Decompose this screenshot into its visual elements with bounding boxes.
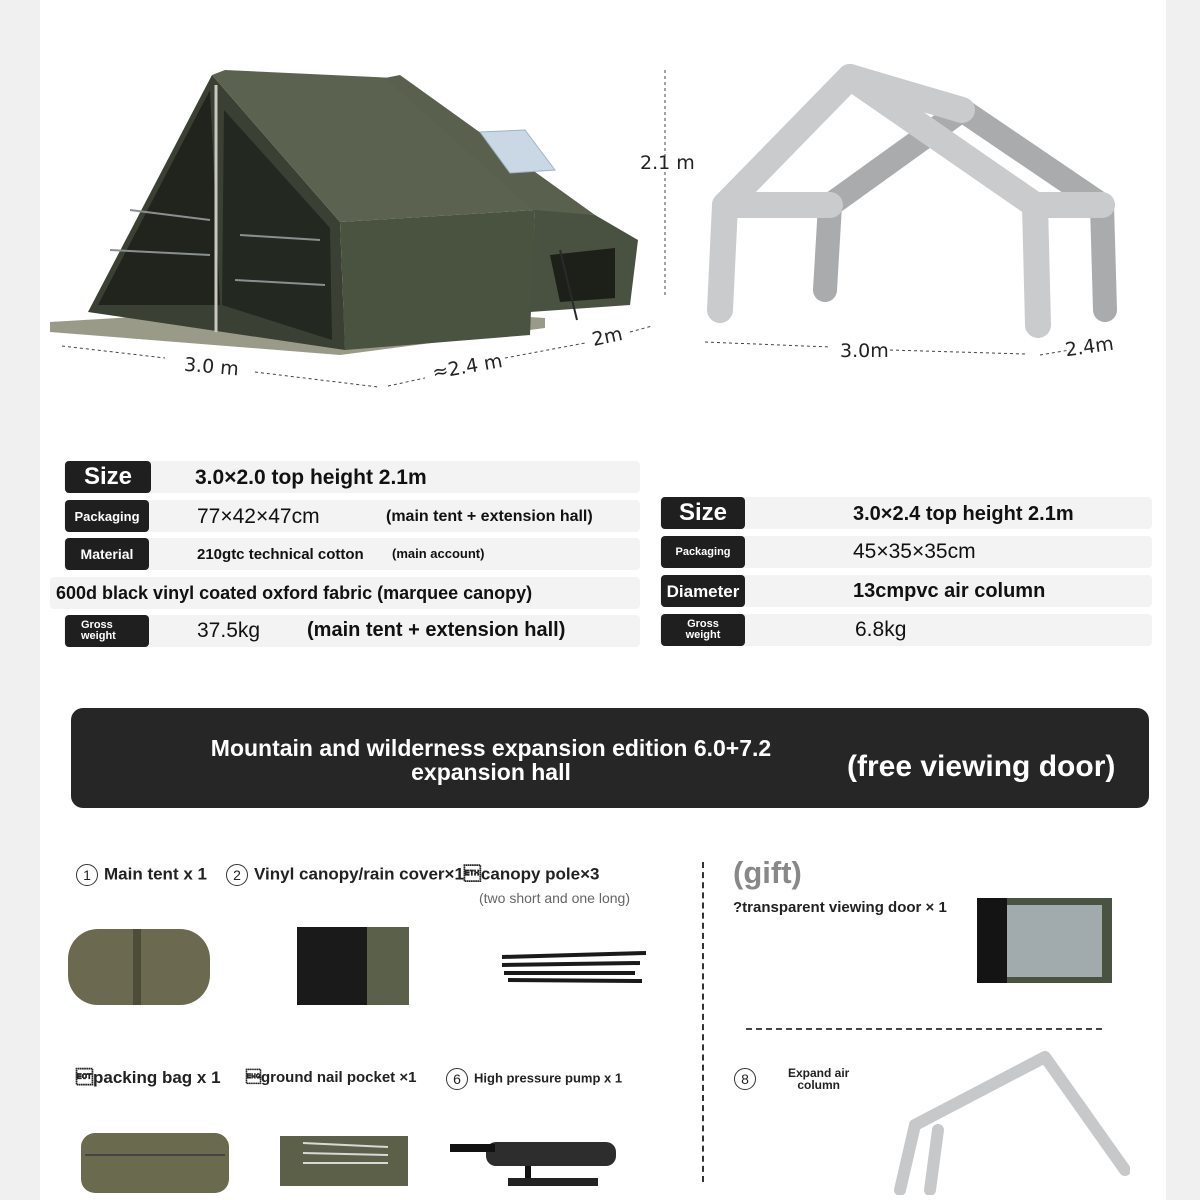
item8-text bbox=[788, 1067, 849, 1091]
right-diameter-value: 13cmpvc air column bbox=[853, 580, 1046, 602]
viewing-door-image bbox=[972, 893, 1117, 988]
banner-title-line2: expansion hall bbox=[411, 759, 571, 785]
right-size-tag: Size bbox=[661, 497, 745, 529]
left-weight-tag-line2: weight bbox=[81, 630, 116, 642]
tent-width-label: 3.0 m bbox=[183, 353, 240, 381]
right-weight-tag-line1: Gross bbox=[687, 618, 719, 630]
main-tent-bag-image bbox=[65, 925, 215, 1010]
pump-image bbox=[448, 1130, 638, 1190]
item8-text-line2: column bbox=[797, 1078, 841, 1092]
tent-height-label: 2.1 m bbox=[640, 152, 695, 174]
left-material-value: 210gtc technical cotton bbox=[197, 546, 364, 563]
item8-label bbox=[734, 1068, 762, 1090]
right-weight-tag-line2: weight bbox=[685, 629, 721, 641]
left-weight-value: 37.5kg bbox=[197, 619, 261, 642]
right-packaging-tag: Packaging bbox=[661, 536, 745, 568]
hall-depth-label: 2m bbox=[590, 323, 625, 351]
right-weight-value: 6.8kg bbox=[855, 618, 907, 641]
item1-text: Main tent x 1 bbox=[104, 864, 207, 884]
left-weight-tag bbox=[65, 615, 149, 647]
contents-divider bbox=[702, 862, 704, 1182]
left-packaging-value: 77×42×47cm bbox=[197, 505, 320, 528]
left-packaging-tag: Packaging bbox=[65, 500, 149, 532]
item6-text: High pressure pump x 1 bbox=[474, 1070, 623, 1086]
right-packaging-value: 45×35×35cm bbox=[853, 540, 976, 563]
item8-text-line1: Expand air bbox=[788, 1066, 850, 1080]
banner-side-text: (free viewing door) bbox=[847, 750, 1116, 783]
tent-depth-label: ≈2.4 m bbox=[430, 350, 505, 384]
item2-label bbox=[226, 864, 600, 886]
canopy-poles-image bbox=[500, 945, 650, 990]
gift-item-label: ?transparent viewing door × 1 bbox=[733, 899, 947, 916]
left-material-note: (main account) bbox=[392, 546, 485, 561]
item6-label bbox=[446, 1068, 622, 1090]
item2-text: Vinyl canopy/rain cover×1canopy pole×3 bbox=[254, 864, 600, 884]
right-size-value: 3.0×2.4 top height 2.1m bbox=[853, 503, 1074, 525]
left-fabric-line: 600d black vinyl coated oxford fabric (marquee canopy) bbox=[56, 583, 533, 603]
frame-depth-label: 2.4m bbox=[1063, 332, 1116, 362]
canopy-image bbox=[295, 925, 410, 1010]
left-packaging-note: (main tent + extension hall) bbox=[386, 508, 593, 525]
right-weight-tag bbox=[661, 614, 745, 646]
expand-air-column-image bbox=[890, 1045, 1130, 1195]
item2-note: (two short and one long) bbox=[479, 890, 630, 906]
air-frame-illustration bbox=[700, 55, 1160, 355]
item1-label bbox=[76, 864, 207, 886]
left-size-value: 3.0×2.0 top height 2.1m bbox=[195, 466, 427, 489]
left-weight-note: (main tent + extension hall) bbox=[307, 619, 566, 641]
item5-label: ground nail pocket ×1 bbox=[246, 1069, 417, 1086]
product-sheet bbox=[40, 0, 1166, 1200]
frame-width-label: 3.0m bbox=[840, 340, 889, 362]
left-size-tag: Size bbox=[65, 461, 151, 493]
packing-bag-image bbox=[75, 1125, 235, 1195]
ground-nail-pocket-image bbox=[278, 1133, 413, 1188]
right-diameter-tag: Diameter bbox=[661, 575, 745, 607]
banner-title-line1: Mountain and wilderness expansion edition 6.0+7.2 bbox=[210, 735, 772, 761]
left-weight-tag-line1: Gross bbox=[81, 619, 113, 631]
item1-number: 1 bbox=[76, 864, 98, 886]
item2-number: 2 bbox=[226, 864, 248, 886]
gift-divider bbox=[746, 1028, 1102, 1030]
gift-label: (gift) bbox=[733, 855, 802, 890]
item8-number: 8 bbox=[734, 1068, 756, 1090]
item6-number: 6 bbox=[446, 1068, 468, 1090]
banner-title bbox=[171, 736, 811, 784]
item4-label: packing bag x 1 bbox=[76, 1068, 221, 1087]
left-material-tag: Material bbox=[65, 538, 149, 570]
edition-banner bbox=[71, 708, 1149, 808]
